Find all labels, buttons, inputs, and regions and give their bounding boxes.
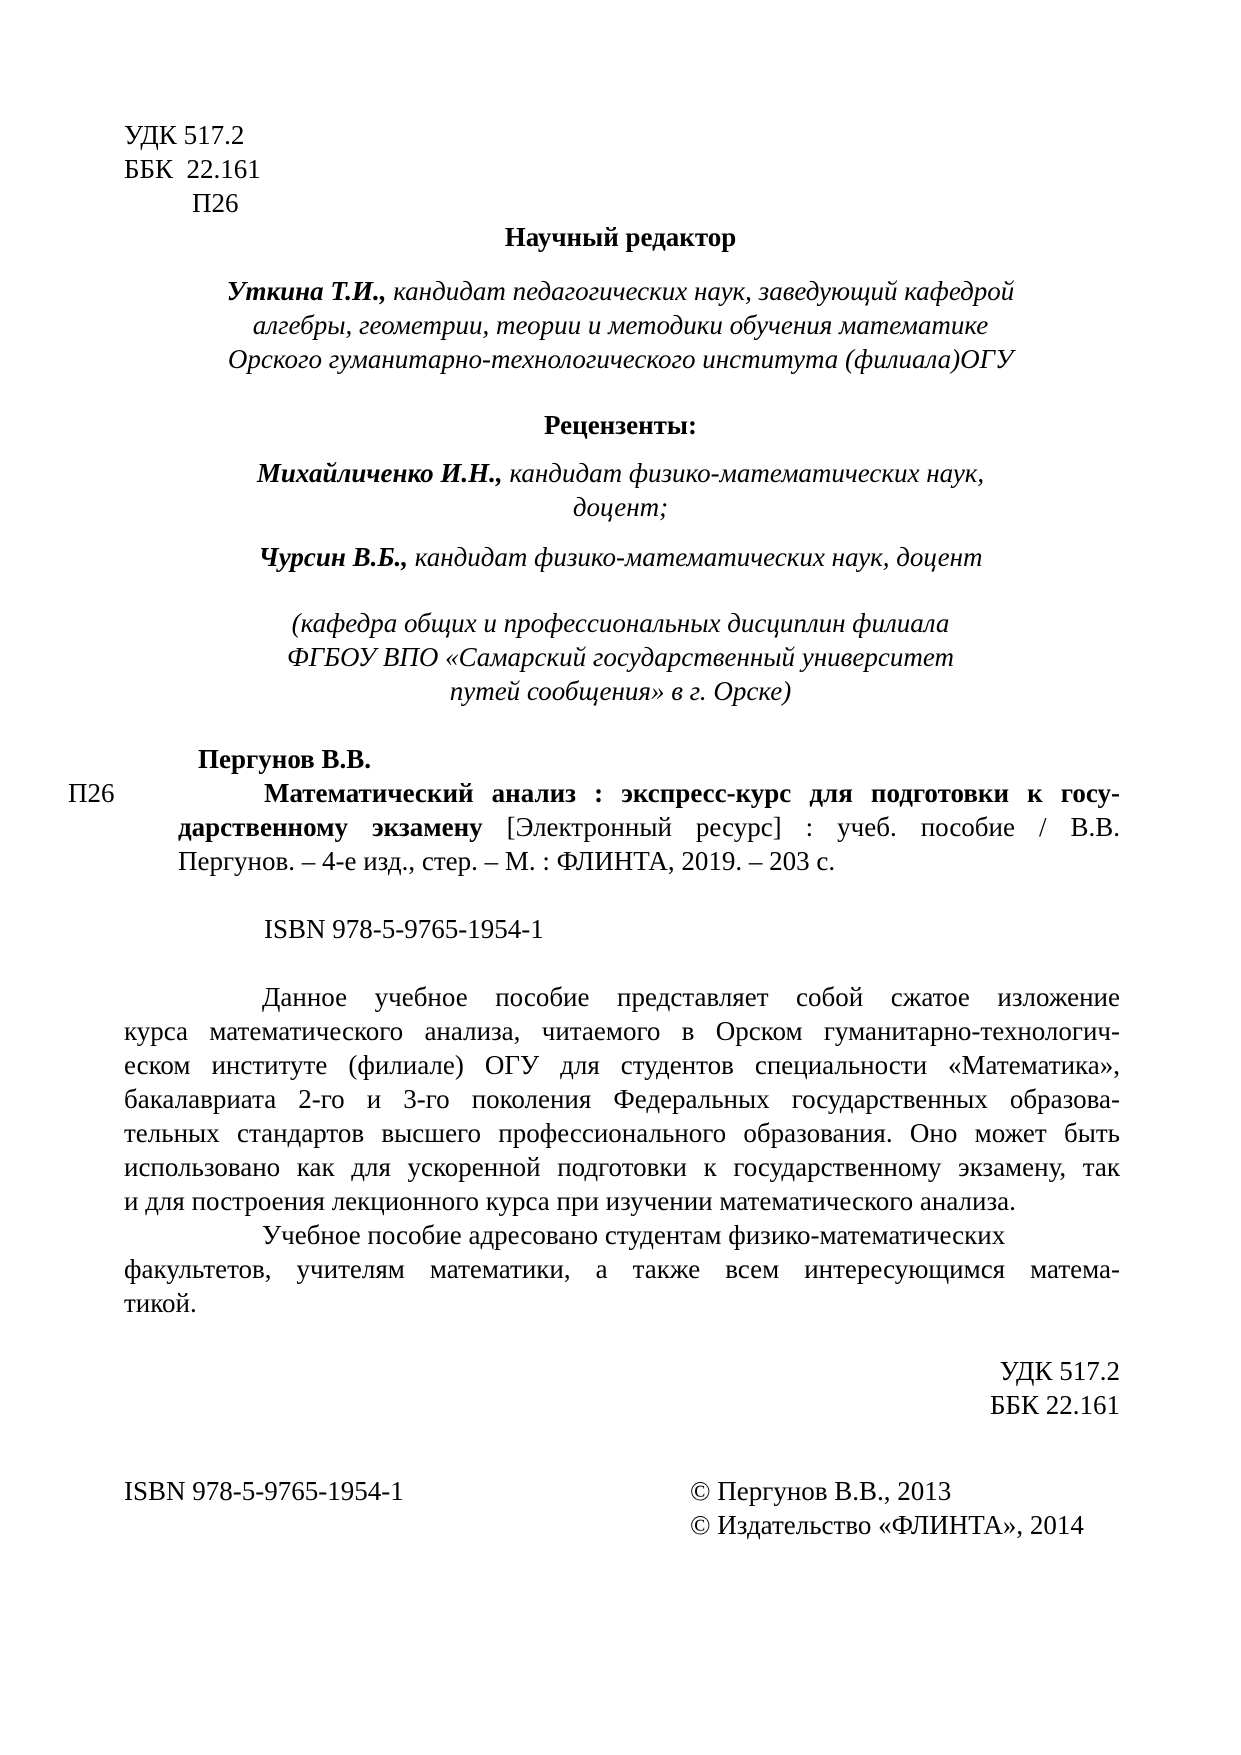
reviewer-1-name: Михайличенко И.Н., — [256, 458, 503, 488]
biblio-line-3: Пергунов. – 4-е изд., стер. – М. : ФЛИНТА, 2019. – 203 с. — [178, 846, 836, 876]
abstract-line: использовано как для ускоренной подготовки к государственному экзамену, так — [124, 1152, 1120, 1182]
bbk-code: ББК 22.161 — [124, 154, 261, 184]
footer-isbn: ISBN 978-5-9765-1954-1 — [124, 1476, 404, 1506]
biblio-title-part-2: дарственному экзамену — [178, 812, 483, 842]
editor-line-1 — [0, 274, 1241, 308]
editor-name: Уткина Т.И., — [226, 276, 387, 306]
author-mark: П26 — [192, 188, 239, 218]
biblio-isbn: ISBN 978-5-9765-1954-1 — [264, 914, 544, 944]
reviewer-2-line — [0, 540, 1241, 574]
reviewer-1-line-2: доцент; — [572, 492, 669, 522]
biblio-title-part-1: Математический анализ : экспресс-курс для подготовки к госу- — [264, 778, 1120, 808]
abstract-line: курса математического анализа, читаемого в Орском гуманитарно-технологич- — [124, 1016, 1120, 1046]
copyright-author: © Пергунов В.В., 2013 — [690, 1476, 952, 1506]
footer-udk: УДК 517.2 — [999, 1356, 1120, 1386]
abstract-line: Данное учебное пособие представляет собой сжатое изложение — [262, 982, 1120, 1012]
reviewer-1-line-1 — [0, 456, 1241, 490]
reviewer-1-title: кандидат физико-математических наук, — [502, 458, 985, 488]
biblio-line-2 — [178, 810, 1120, 844]
editor-title: кандидат педагогических наук, заведующий кафедрой — [386, 276, 1015, 306]
abstract-line: бакалавриата 2-го и 3-го поколения Федеральных государственных образова- — [124, 1084, 1120, 1114]
abstract-line: факультетов, учителям математики, а также всем интересующимся матема- — [124, 1254, 1120, 1284]
abstract-line: Учебное пособие адресовано студентам физико-математических — [262, 1220, 1006, 1250]
affiliation-line-1: (кафедра общих и профессиональных дисциплин филиала — [291, 608, 950, 638]
footer-bbk: ББК 22.161 — [989, 1390, 1120, 1420]
editor-line-3: Орского гуманитарно-технологического института (филиала)ОГУ — [227, 344, 1014, 374]
biblio-author: Пергунов В.В. — [198, 744, 371, 774]
affiliation-line-3: путей сообщения» в г. Орске) — [449, 676, 792, 706]
affiliation-line-2: ФГБОУ ВПО «Самарский государственный университет — [287, 642, 954, 672]
abstract-line: тикой. — [124, 1288, 197, 1318]
udk-code: УДК 517.2 — [124, 120, 245, 150]
copyright-publisher: © Издательство «ФЛИНТА», 2014 — [690, 1510, 1084, 1540]
abstract-line: и для построения лекционного курса при изучении математического анализа. — [124, 1186, 1016, 1216]
editor-heading: Научный редактор — [504, 222, 737, 252]
abstract-line: еском институте (филиале) ОГУ для студентов специальности «Математика», — [124, 1050, 1120, 1080]
abstract-line: тельных стандартов высшего профессионального образования. Оно может быть — [124, 1118, 1120, 1148]
biblio-code: П26 — [68, 778, 115, 808]
reviewer-2-title: кандидат физико-математических наук, доцент — [408, 542, 983, 572]
biblio-resource: [Электронный ресурс] : учеб. пособие / В.В. — [482, 812, 1120, 842]
editor-line-2: алгебры, геометрии, теории и методики обучения математике — [252, 310, 989, 340]
reviewer-2-name: Чурсин В.Б., — [258, 542, 409, 572]
reviewers-heading: Рецензенты: — [544, 410, 697, 440]
